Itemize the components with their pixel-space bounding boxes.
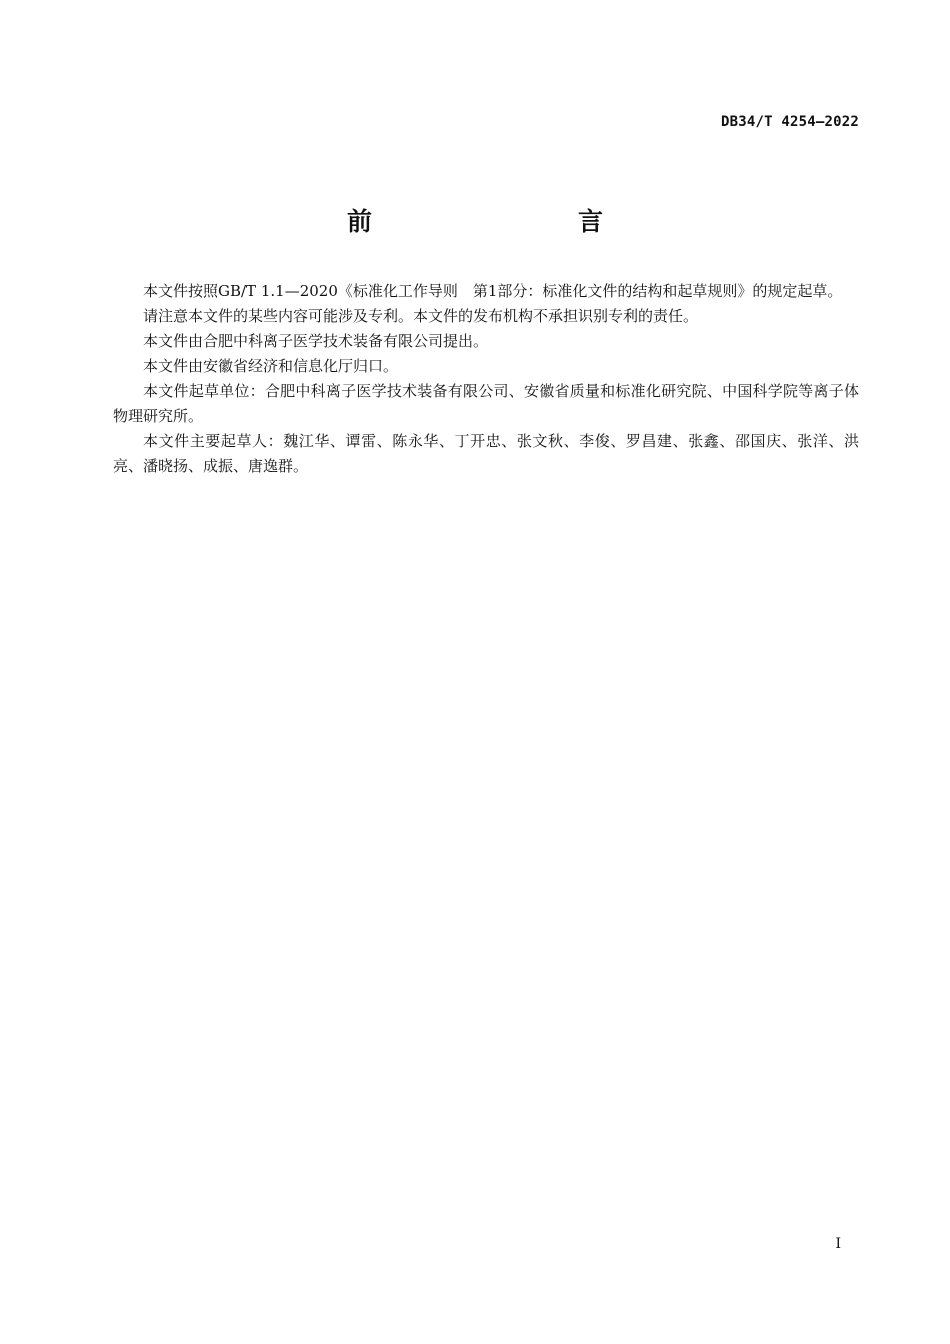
paragraph-drafting-units: 本文件起草单位：合肥中科离子医学技术装备有限公司、安徽省质量和标准化研究院、中国科学院等离子体物理研究所。 — [113, 382, 859, 425]
document-code: DB34/T 4254—2022 — [720, 114, 859, 130]
page-number: I — [835, 1236, 841, 1252]
paragraph-main-drafters: 本文件主要起草人：魏江华、谭雷、陈永华、丁开忠、张文秋、李俊、罗昌建、张鑫、邵国庆、张洋、洪亮、潘晓扬、成振、唐逸群。 — [113, 432, 859, 475]
foreword-body — [113, 279, 859, 479]
paragraph-proposed-by: 本文件由合肥中科离子医学技术装备有限公司提出。 — [143, 332, 489, 350]
page-title: 前 言 — [346, 207, 655, 236]
paragraph-centralized-by: 本文件由安徽省经济和信息化厅归口。 — [143, 357, 399, 375]
paragraph-patent-notice: 请注意本文件的某些内容可能涉及专利。本文件的发布机构不承担识别专利的责任。 — [143, 307, 699, 325]
paragraph-drafting-rules: 本文件按照GB/T 1.1—2020《标准化工作导则 第1部分：标准化文件的结构和起草规则》的规定起草。 — [143, 282, 843, 300]
